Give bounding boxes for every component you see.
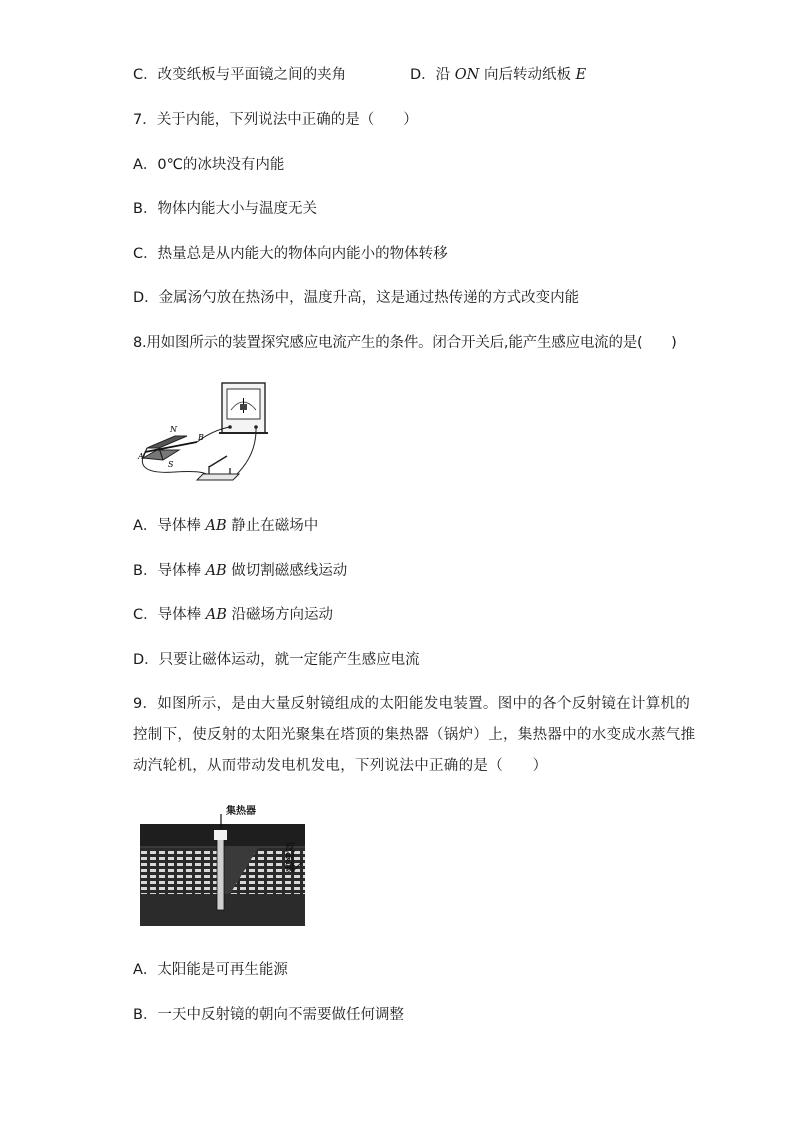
option-8a-prefix: A．导体棒 — [133, 518, 206, 534]
option-8c-suffix: 沿磁场方向运动 — [226, 607, 333, 623]
label-b: B — [198, 433, 204, 442]
option-6d-middle: 向后转动纸板 — [479, 67, 576, 83]
option-6d-e: E — [575, 67, 587, 83]
switch-blade — [209, 456, 227, 467]
magnet-top-pole — [147, 436, 187, 448]
option-6d-prefix: D．沿 — [410, 67, 455, 83]
option-6d — [410, 65, 586, 85]
option-6d-on: ON — [454, 67, 480, 83]
figure-9-solar-tower-photo — [140, 802, 305, 926]
solar-tower — [217, 832, 224, 910]
label-n: N — [170, 425, 177, 434]
option-8b — [133, 561, 347, 581]
option-9a: A．太阳能是可再生能源 — [133, 962, 288, 978]
option-7d: D．金属汤勺放在热汤中，温度升高，这是通过热传递的方式改变内能 — [133, 290, 580, 306]
label-mirror: 反射镜 — [282, 842, 294, 872]
label-a: A — [138, 452, 144, 461]
collector-glow — [214, 830, 227, 840]
option-8a — [133, 516, 318, 536]
option-8a-ab: AB — [205, 518, 227, 534]
option-8c-prefix: C．导体棒 — [133, 607, 206, 623]
option-7a: A．0℃的冰块没有内能 — [133, 157, 285, 173]
figure-8-apparatus — [135, 380, 270, 490]
question-9-line-2: 控制下，使反射的太阳光聚集在塔顶的集热器（锅炉）上，集热器中的水变成水蒸气推 — [133, 727, 696, 743]
label-collector: 集热器 — [226, 806, 256, 817]
option-8a-suffix: 静止在磁场中 — [226, 518, 319, 534]
option-7b: B．物体内能大小与温度无关 — [133, 201, 317, 217]
option-8d: D．只要让磁体运动，就一定能产生感应电流 — [133, 652, 420, 668]
option-9b: B．一天中反射镜的朝向不需要做任何调整 — [133, 1007, 404, 1023]
question-9-line-3: 动汽轮机，从而带动发电机发电，下列说法中正确的是（ ） — [133, 758, 548, 774]
option-8b-ab: AB — [205, 563, 227, 579]
option-8c — [133, 605, 333, 625]
question-7: 7．关于内能，下列说法中正确的是（ ） — [133, 112, 418, 128]
option-6c: C．改变纸板与平面镜之间的夹角 — [133, 67, 347, 83]
option-8c-ab: AB — [205, 607, 227, 623]
question-8: 8.用如图所示的装置探究感应电流产生的条件。闭合开关后,能产生感应电流的是( ) — [133, 335, 677, 351]
question-9-line-1: 9．如图所示，是由大量反射镜组成的太阳能发电装置。图中的各个反射镜在计算机的 — [133, 696, 691, 712]
mirror-field-left — [140, 848, 218, 894]
switch-base — [197, 474, 239, 480]
option-8b-suffix: 做切割磁感线运动 — [226, 563, 348, 579]
label-s: S — [168, 460, 174, 469]
wire-meter-to-switch — [235, 427, 256, 476]
option-8b-prefix: B．导体棒 — [133, 563, 206, 579]
option-7c: C．热量总是从内能大的物体向内能小的物体转移 — [133, 246, 448, 262]
galvanometer-g-mark — [240, 404, 247, 410]
